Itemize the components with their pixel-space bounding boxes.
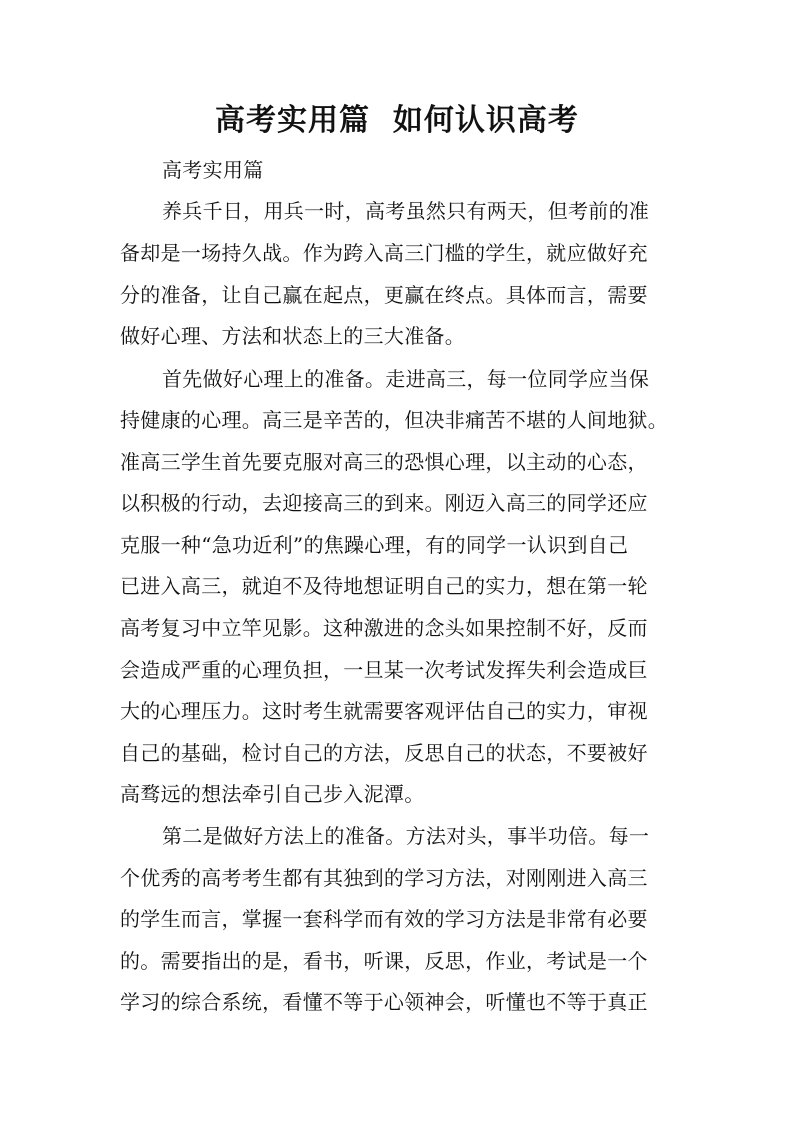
paragraph-2-line-5: 克服一种“急功近利”的焦躁心理，有的同学一认识到自己 xyxy=(120,533,629,557)
paragraph-2-line-6: 已进入高三，就迫不及待地想证明自己的实力，想在第一轮 xyxy=(120,574,648,598)
paragraph-3-line-1: 第二是做好方法上的准备。方法对头，事半功倍。每一 xyxy=(162,824,650,848)
paragraph-2-line-9: 大的心理压力。这时考生就需要客观评估自己的实力，审视 xyxy=(120,699,648,723)
paragraph-1-line-3: 分的准备，让自己赢在起点，更赢在终点。具体而言，需要 xyxy=(120,283,648,307)
paragraph-1-line-1: 养兵千日，用兵一时，高考虽然只有两天，但考前的准 xyxy=(162,199,650,223)
paragraph-2-line-10: 自己的基础，检讨自己的方法，反思自己的状态，不要被好 xyxy=(120,741,648,765)
subheading: 高考实用篇 xyxy=(162,158,264,182)
paragraph-2-line-4: 以积极的行动，去迎接高三的到来。刚迈入高三的同学还应 xyxy=(120,491,648,515)
paragraph-3-line-4: 的。需要指出的是，看书，听课，反思，作业，考试是一个 xyxy=(120,949,648,973)
paragraph-2-line-3: 准高三学生首先要克服对高三的恐惧心理，以主动的心态， xyxy=(120,450,648,474)
paragraph-2-line-2: 持健康的心理。高三是辛苦的，但决非痛苦不堪的人间地狱。 xyxy=(120,408,669,432)
paragraph-2-line-11: 高骛远的想法牵引自己步入泥潭。 xyxy=(120,782,425,806)
paragraph-3-line-2: 个优秀的高考考生都有其独到的学习方法，对刚刚进入高三 xyxy=(120,866,648,890)
paragraph-2-line-7: 高考复习中立竿见影。这种激进的念头如果控制不好，反而 xyxy=(120,616,648,640)
paragraph-2-line-8: 会造成严重的心理负担，一旦某一次考试发挥失利会造成巨 xyxy=(120,658,648,682)
paragraph-2-line-1: 首先做好心理上的准备。走进高三，每一位同学应当保 xyxy=(162,367,650,391)
paragraph-3-line-3: 的学生而言，掌握一套科学而有效的学习方法是非常有必要 xyxy=(120,907,648,931)
paragraph-3-line-5: 学习的综合系统，看懂不等于心领神会，听懂也不等于真正 xyxy=(120,990,648,1014)
paragraph-1-line-4: 做好心理、方法和状态上的三大准备。 xyxy=(120,324,466,348)
document-title: 高考实用篇 如何认识高考 xyxy=(215,103,579,138)
paragraph-1-line-2: 备却是一场持久战。作为跨入高三门槛的学生，就应做好充 xyxy=(120,241,648,265)
